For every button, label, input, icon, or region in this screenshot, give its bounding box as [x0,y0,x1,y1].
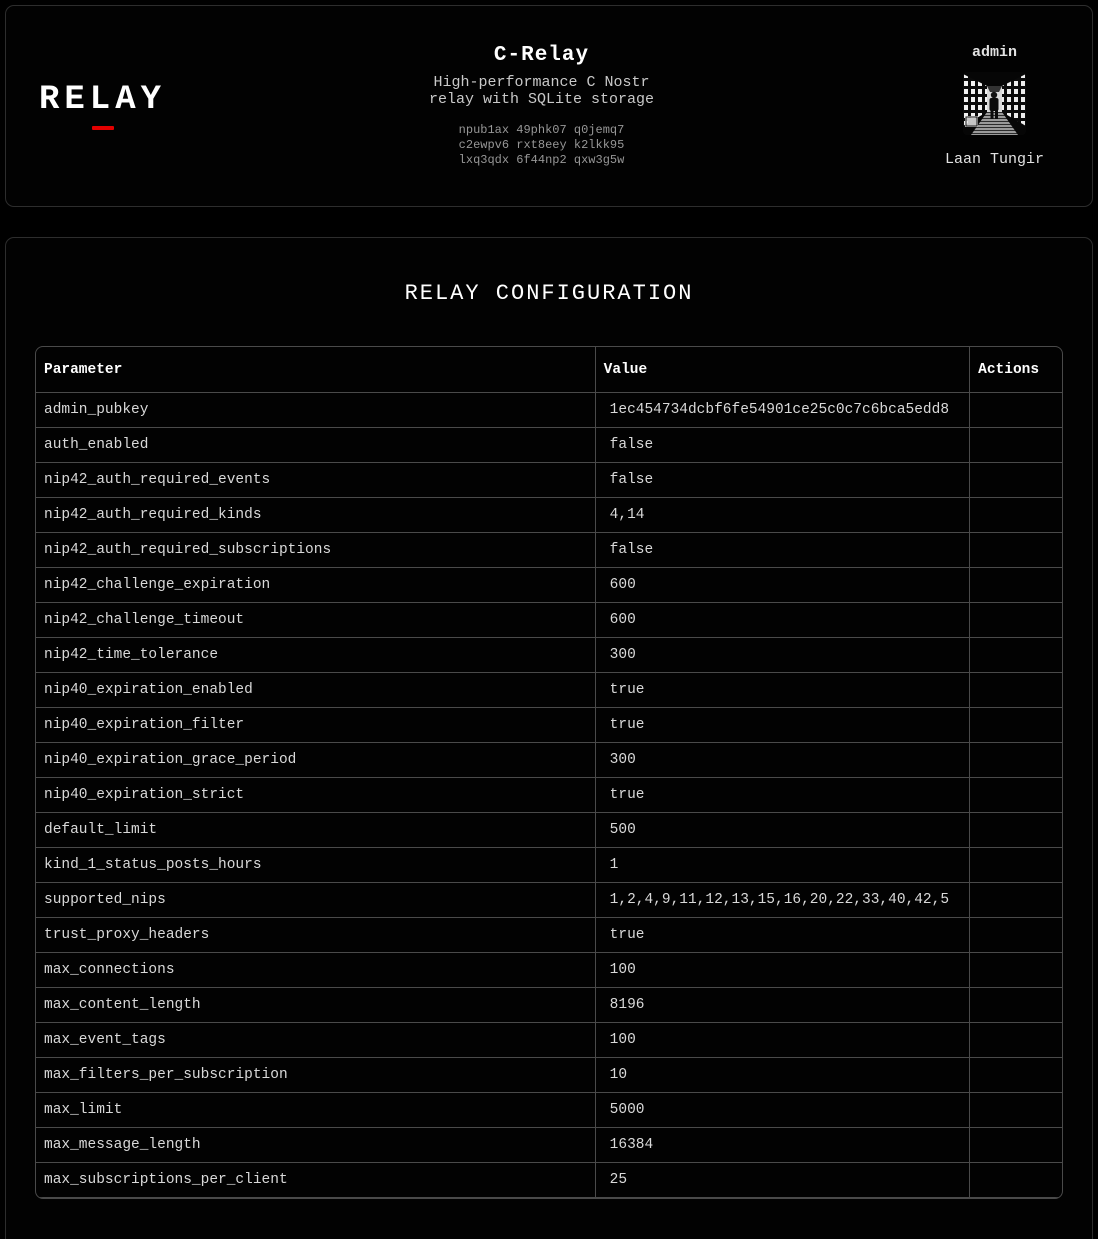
config-table [36,347,1062,1198]
value-cell: 300 [595,638,969,673]
table-row [36,883,1062,918]
config-card [5,237,1093,1239]
actions-cell [970,988,1062,1023]
value-cell: 300 [595,743,969,778]
value-cell: 500 [595,813,969,848]
header-right [660,44,1045,168]
table-row [36,1093,1062,1128]
actions-cell [970,1163,1062,1198]
npub-line-2: c2ewpv6 rxt8eey k2lkk95 [458,138,625,153]
config-table-body [36,393,1062,1198]
admin-avatar-image [963,72,1026,135]
app-subtitle: High-performance C Nostr relay with SQLite storage [428,73,655,109]
config-heading: RELAY CONFIGURATION [404,281,694,306]
parameter-cell: max_connections [36,953,595,988]
header-card [5,5,1093,207]
value-cell: 4,14 [595,498,969,533]
parameter-cell: max_filters_per_subscription [36,1058,595,1093]
column-header-parameter: Parameter [36,347,595,393]
table-row [36,988,1062,1023]
actions-cell [970,638,1062,673]
admin-label: admin [971,44,1017,61]
actions-cell [970,533,1062,568]
table-row [36,498,1062,533]
actions-cell [970,708,1062,743]
value-cell: false [595,533,969,568]
value-cell: 25 [595,1163,969,1198]
parameter-cell: nip42_auth_required_subscriptions [36,533,595,568]
value-cell: 5000 [595,1093,969,1128]
parameter-cell: default_limit [36,813,595,848]
actions-cell [970,673,1062,708]
value-cell: 16384 [595,1128,969,1163]
admin-block [945,44,1044,168]
column-header-actions: Actions [970,347,1062,393]
value-cell: 1 [595,848,969,883]
table-row [36,673,1062,708]
parameter-cell: max_message_length [36,1128,595,1163]
npub-line-1: npub1ax 49phk07 q0jemq7 [458,123,625,138]
parameter-cell: nip42_auth_required_events [36,463,595,498]
value-cell: true [595,708,969,743]
parameter-cell: nip42_auth_required_kinds [36,498,595,533]
table-row [36,1023,1062,1058]
actions-cell [970,953,1062,988]
table-row [36,708,1062,743]
value-cell: true [595,918,969,953]
config-table-wrap [35,346,1063,1199]
value-cell: false [595,463,969,498]
header-left [39,80,424,130]
value-cell: 1,2,4,9,11,12,13,15,16,20,22,33,40,42,5 [595,883,969,918]
table-row [36,393,1062,428]
parameter-cell: nip40_expiration_strict [36,778,595,813]
actions-cell [970,1058,1062,1093]
table-row [36,1163,1062,1198]
table-row [36,638,1062,673]
parameter-cell: auth_enabled [36,428,595,463]
parameter-cell: nip40_expiration_grace_period [36,743,595,778]
parameter-cell: max_limit [36,1093,595,1128]
actions-cell [970,778,1062,813]
parameter-cell: nip42_time_tolerance [36,638,595,673]
parameter-cell: max_content_length [36,988,595,1023]
parameter-cell: max_event_tags [36,1023,595,1058]
column-header-value: Value [595,347,969,393]
table-row [36,533,1062,568]
actions-cell [970,393,1062,428]
value-cell: false [595,428,969,463]
table-row [36,918,1062,953]
title-block [424,44,660,169]
npub-line-3: lxq3qdx 6f44np2 qxw3g5w [458,153,625,168]
parameter-cell: supported_nips [36,883,595,918]
value-cell: 600 [595,603,969,638]
relay-logo-text: RELAY [39,80,167,119]
parameter-cell: nip42_challenge_expiration [36,568,595,603]
value-cell: 1ec454734dcbf6fe54901ce25c0c7c6bca5edd8 [595,393,969,428]
table-row [36,778,1062,813]
table-row [36,813,1062,848]
table-header-row [36,347,1062,393]
relay-logo-underline [92,126,114,130]
table-row [36,848,1062,883]
admin-name: Laan Tungir [944,151,1044,168]
value-cell: 600 [595,568,969,603]
value-cell: 10 [595,1058,969,1093]
parameter-cell: max_subscriptions_per_client [36,1163,595,1198]
table-row [36,463,1062,498]
actions-cell [970,568,1062,603]
actions-cell [970,428,1062,463]
actions-cell [970,603,1062,638]
parameter-cell: nip40_expiration_filter [36,708,595,743]
actions-cell [970,1023,1062,1058]
actions-cell [970,743,1062,778]
table-row [36,568,1062,603]
actions-cell [970,498,1062,533]
value-cell: 100 [595,1023,969,1058]
table-row [36,953,1062,988]
actions-cell [970,1093,1062,1128]
value-cell: 100 [595,953,969,988]
app-title: C-Relay [493,43,590,67]
parameter-cell: nip40_expiration_enabled [36,673,595,708]
table-row [36,1058,1062,1093]
admin-avatar[interactable] [963,72,1026,135]
actions-cell [970,813,1062,848]
parameter-cell: kind_1_status_posts_hours [36,848,595,883]
table-row [36,743,1062,778]
relay-logo [39,80,167,130]
table-row [36,603,1062,638]
value-cell: true [595,673,969,708]
actions-cell [970,918,1062,953]
actions-cell [970,883,1062,918]
parameter-cell: admin_pubkey [36,393,595,428]
actions-cell [970,463,1062,498]
parameter-cell: trust_proxy_headers [36,918,595,953]
relay-npub [424,123,660,168]
table-row [36,428,1062,463]
actions-cell [970,1128,1062,1163]
value-cell: true [595,778,969,813]
table-row [36,1128,1062,1163]
value-cell: 8196 [595,988,969,1023]
actions-cell [970,848,1062,883]
parameter-cell: nip42_challenge_timeout [36,603,595,638]
